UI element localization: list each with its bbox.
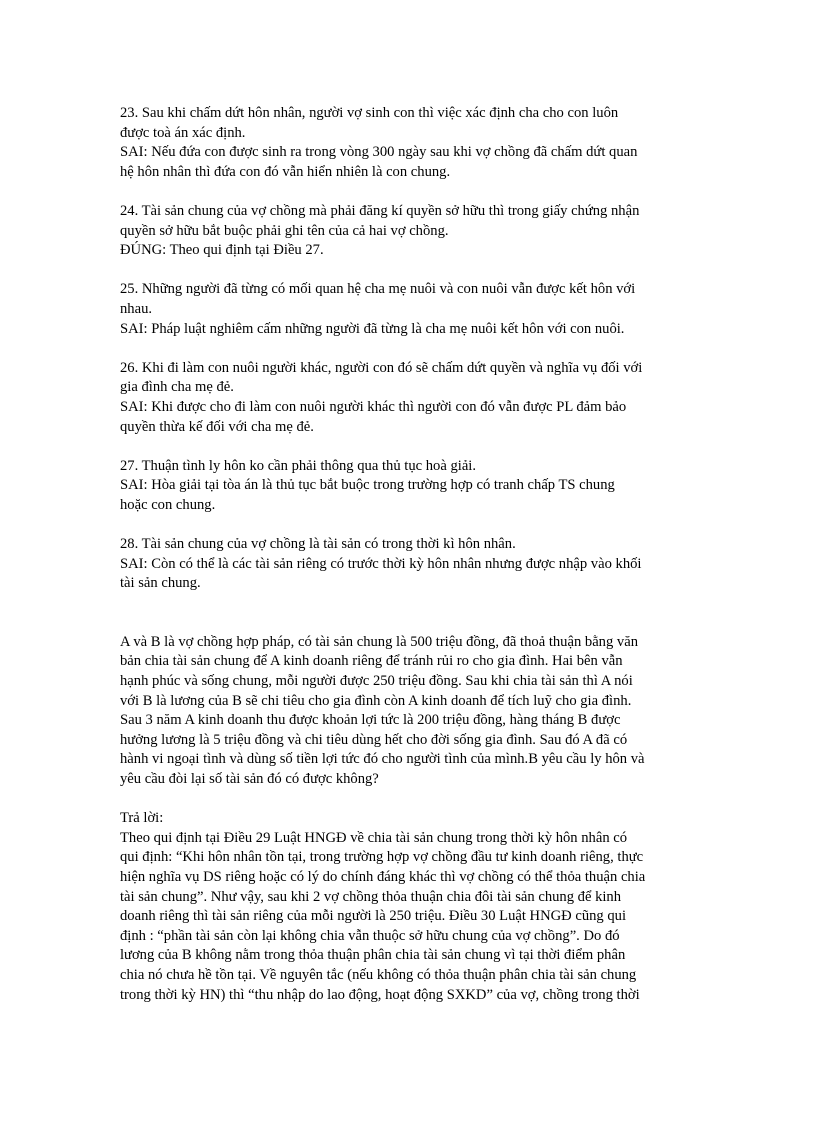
paragraph-gap — [120, 182, 700, 202]
case-line-4: với B là lương của B sẽ chi tiêu cho gia đình còn A kinh doanh để tích luỹ cho gia đình. — [120, 692, 632, 709]
answer-28-line-2: tài sản chung. — [120, 575, 201, 592]
answer-26-line-2: quyền thừa kế đối với cha mẹ đẻ. — [120, 418, 314, 435]
answer-line-7: lương của B không nằm trong thỏa thuận phân chia tài sản chung vì tại thời điểm phân — [120, 947, 626, 964]
question-25 — [120, 280, 700, 339]
answer-24-line-1: ĐÚNG: Theo qui định tại Điều 27. — [120, 242, 324, 259]
paragraph-gap — [120, 261, 700, 281]
paragraph-gap — [120, 515, 700, 535]
document-page — [120, 104, 700, 1005]
case-paragraph — [120, 633, 700, 790]
case-line-6: hưởng lương là 5 triệu đồng và chi tiêu dùng hết cho đời sống gia đình. Sau đó A đã có — [120, 731, 628, 748]
paragraph-gap — [120, 437, 700, 457]
answer-line-4: tài sản chung”. Như vậy, sau khi 2 vợ chồng thỏa thuận chia đôi tài sản chung để kinh — [120, 888, 622, 905]
case-line-1: A và B là vợ chồng hợp pháp, có tài sản chung là 500 triệu đồng, đã thoả thuận bằng văn — [120, 633, 638, 650]
question-26-line-2: gia đình cha mẹ đẻ. — [120, 379, 234, 396]
question-24-line-1: 24. Tài sản chung của vợ chồng mà phải đăng kí quyền sở hữu thì trong giấy chứng nhận — [120, 202, 640, 219]
answer-line-6: định : “phần tài sản còn lại không chia vẫn thuộc sở hữu chung của vợ chồng”. Do đó — [120, 927, 620, 944]
question-25-line-2: nhau. — [120, 300, 153, 317]
answer-26-line-1: SAI: Khi được cho đi làm con nuôi người khác thì người con đó vẫn được PL đảm bảo — [120, 398, 627, 415]
answer-line-3: hiện nghĩa vụ DS riêng hoặc có lý do chính đáng khác thì vợ chồng có thể thỏa thuận chia — [120, 868, 646, 885]
question-26 — [120, 359, 700, 437]
answer-line-1: Theo qui định tại Điều 29 Luật HNGĐ về chia tài sản chung trong thời kỳ hôn nhân có — [120, 829, 628, 846]
question-26-line-1: 26. Khi đi làm con nuôi người khác, người con đó sẽ chấm dứt quyền và nghĩa vụ đối với — [120, 359, 643, 376]
question-28-line-1: 28. Tài sản chung của vợ chồng là tài sản có trong thời kì hôn nhân. — [120, 536, 516, 553]
question-24 — [120, 202, 700, 261]
question-23-line-2: được toà án xác định. — [120, 124, 246, 141]
case-line-7: hành vi ngoại tình và dùng số tiền lợi tức đó cho người tình của mình.B yêu cầu ly hôn và — [120, 751, 645, 768]
section-gap — [120, 594, 700, 633]
answer-23-line-1: SAI: Nếu đứa con được sinh ra trong vòng 300 ngày sau khi vợ chồng đã chấm dứt quan — [120, 144, 638, 161]
answer-28-line-1: SAI: Còn có thể là các tài sản riêng có trước thời kỳ hôn nhân nhưng được nhập vào khối — [120, 555, 642, 572]
answer-27-line-2: hoặc con chung. — [120, 496, 216, 513]
answer-paragraph — [120, 809, 700, 1005]
answer-27-line-1: SAI: Hòa giải tại tòa án là thủ tục bắt buộc trong trường hợp có tranh chấp TS chung — [120, 477, 615, 494]
question-23 — [120, 104, 700, 182]
question-28 — [120, 535, 700, 594]
case-line-8: yêu cầu đòi lại số tài sản đó có được không? — [120, 771, 379, 787]
question-27-line-1: 27. Thuận tình ly hôn ko cần phải thông qua thủ tục hoà giải. — [120, 457, 477, 474]
answer-line-8: chia nó chưa hề tồn tại. Về nguyên tắc (nếu không có thỏa thuận phân chia tài sản chung — [120, 966, 637, 983]
case-line-3: hạnh phúc và sống chung, mỗi người được 250 triệu đồng. Sau khi chia tài sản thì A nói — [120, 673, 633, 690]
answer-label: Trả lời: — [120, 810, 164, 827]
answer-line-5: doanh riêng thì tài sản riêng của mỗi người là 250 triệu. Điều 30 Luật HNGĐ cũng qui — [120, 908, 627, 925]
question-25-line-1: 25. Những người đã từng có mối quan hệ cha mẹ nuôi và con nuôi vẫn được kết hôn với — [120, 281, 636, 298]
question-24-line-2: quyền sở hữu bắt buộc phải ghi tên của cả hai vợ chồng. — [120, 222, 449, 239]
paragraph-gap — [120, 339, 700, 359]
paragraph-gap — [120, 790, 700, 810]
case-line-5: Sau 3 năm A kinh doanh thu được khoản lợi tức là 200 triệu đồng, hàng tháng B được — [120, 712, 621, 729]
answer-25-line-1: SAI: Pháp luật nghiêm cấm những người đã từng là cha mẹ nuôi kết hôn với con nuôi. — [120, 320, 625, 337]
case-line-2: bản chia tài sản chung để A kinh doanh riêng để tránh rủi ro cho gia đình. Hai bên vẫn — [120, 653, 623, 670]
answer-line-2: qui định: “Khi hôn nhân tồn tại, trong trường hợp vợ chồng đầu tư kinh doanh riêng, thực — [120, 849, 644, 866]
answer-line-9: trong thời kỳ HN) thì “thu nhập do lao động, hoạt động SXKD” của vợ, chồng trong thời — [120, 986, 640, 1003]
question-23-line-1: 23. Sau khi chấm dứt hôn nhân, người vợ sinh con thì việc xác định cha cho con luôn — [120, 105, 619, 121]
answer-23-line-2: hệ hôn nhân thì đứa con đó vẫn hiển nhiên là con chung. — [120, 163, 451, 180]
question-27 — [120, 457, 700, 516]
